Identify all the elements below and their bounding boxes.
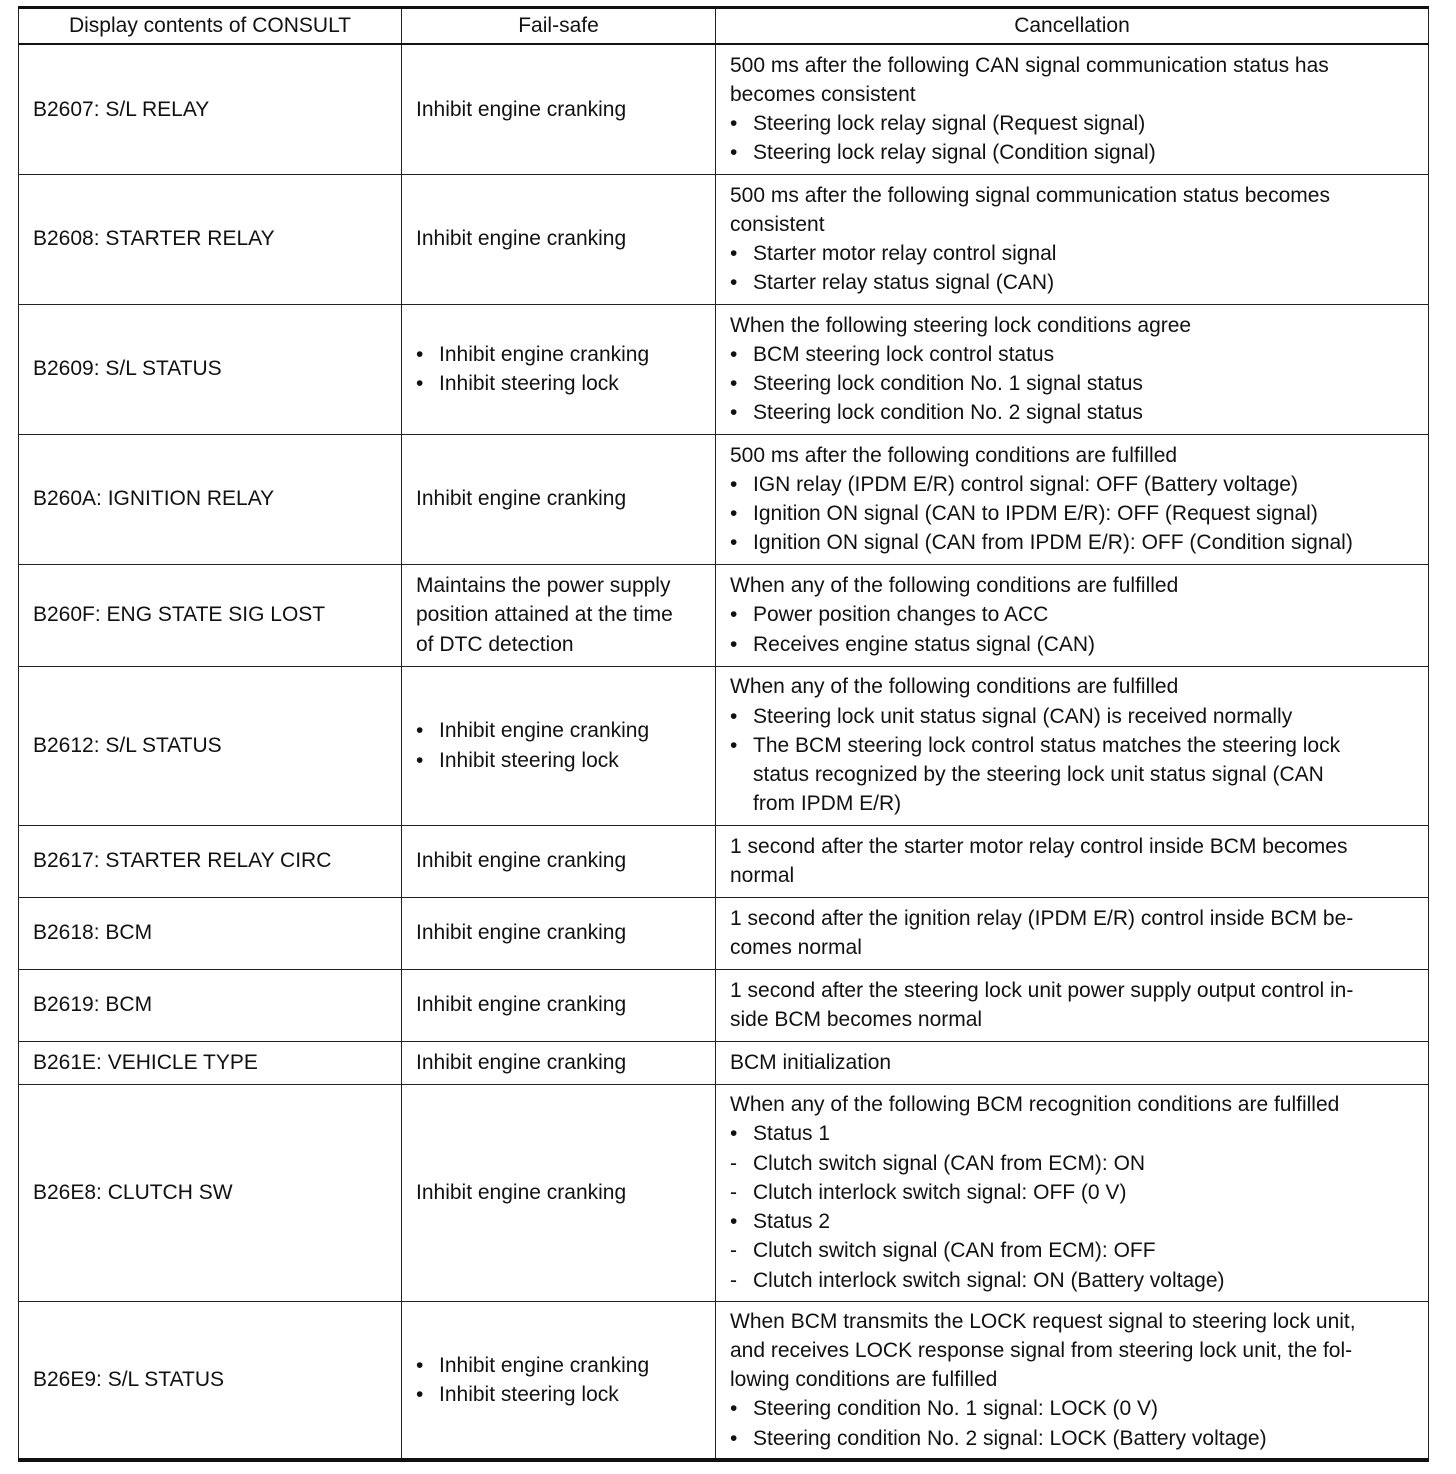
fail-safe-table [18, 6, 1429, 1462]
text-line: normal [730, 864, 795, 887]
item-text: Inhibit engine cranking [439, 342, 650, 366]
bullet-marker: • [730, 502, 738, 525]
bullet-item [730, 630, 1414, 659]
dash-marker: - [730, 1180, 737, 1204]
text-line: Inhibit engine cranking [416, 1180, 627, 1204]
item-text: Inhibit steering lock [439, 1382, 619, 1406]
dash-marker: - [730, 1151, 737, 1175]
text-line: Inhibit engine cranking [416, 993, 627, 1017]
item-text: The BCM steering lock control status matches the steering lock [753, 733, 1341, 757]
text-line: comes normal [730, 936, 862, 959]
item-text: Steering lock condition No. 2 signal status [753, 401, 1143, 425]
text-line: 1 second after the steering lock unit power supply output control in- [730, 978, 1354, 1002]
header-fail-safe: Fail-safe [402, 8, 716, 45]
bullet-item [730, 1119, 1414, 1148]
bullet-marker: • [416, 748, 424, 772]
text-line: Inhibit engine cranking [416, 1050, 627, 1074]
bullet-item [416, 340, 701, 369]
item-text: Ignition ON signal (CAN to IPDM E/R): OFF (Request signal) [753, 502, 1318, 525]
table-row [19, 1301, 1429, 1460]
fail-safe-cell [402, 897, 716, 969]
bullet-item [416, 746, 701, 775]
dtc-code-cell: B2619: BCM [19, 969, 402, 1041]
table-row [19, 1041, 1429, 1084]
cancellation-cell [716, 825, 1429, 897]
bullet-marker: • [730, 632, 738, 656]
item-text: Starter relay status signal (CAN) [753, 271, 1055, 295]
bullet-item [730, 470, 1414, 499]
cancellation-cell [716, 174, 1429, 304]
item-text: Inhibit engine cranking [439, 719, 650, 743]
cancellation-cell [716, 564, 1429, 666]
table-row [19, 44, 1429, 174]
text-line: Inhibit engine cranking [416, 227, 627, 251]
bullet-item [416, 1380, 701, 1409]
bullet-item [730, 528, 1414, 557]
bullet-item [730, 138, 1414, 167]
table-row [19, 434, 1429, 564]
dtc-code-cell: B261E: VEHICLE TYPE [19, 1041, 402, 1084]
item-text: Steering condition No. 1 signal: LOCK (0 V) [753, 1397, 1159, 1421]
fail-safe-cell [402, 825, 716, 897]
dash-marker: - [730, 1239, 737, 1263]
dtc-code-cell: B26E8: CLUTCH SW [19, 1084, 402, 1301]
cancellation-cell [716, 1301, 1429, 1460]
text-line: When the following steering lock conditions agree [730, 313, 1192, 337]
bullet-marker: • [416, 1382, 424, 1406]
dtc-code-cell: B2609: S/L STATUS [19, 304, 402, 434]
item-text: Clutch interlock switch signal: OFF (0 V) [753, 1180, 1127, 1204]
table-row [19, 1084, 1429, 1301]
table-body [19, 44, 1429, 1460]
bullet-marker: • [416, 719, 424, 743]
dtc-code-cell: B2608: STARTER RELAY [19, 174, 402, 304]
item-text: IGN relay (IPDM E/R) control signal: OFF (Battery voltage) [753, 472, 1298, 496]
dtc-code-cell: B26E9: S/L STATUS [19, 1301, 402, 1460]
text-line: Inhibit engine cranking [416, 849, 627, 873]
bullet-item [730, 1424, 1414, 1453]
bullet-marker: • [730, 472, 738, 496]
cancellation-cell [716, 1084, 1429, 1301]
dtc-code-cell: B2618: BCM [19, 897, 402, 969]
bullet-marker: • [730, 372, 738, 395]
bullet-item [730, 731, 1414, 760]
dash-item [730, 1266, 1414, 1295]
bullet-item [416, 716, 701, 745]
bullet-continuation [730, 789, 1414, 818]
bullet-marker: • [730, 733, 738, 757]
text-line: When BCM transmits the LOCK request signal to steering lock unit, [730, 1309, 1356, 1333]
bullet-continuation [730, 760, 1414, 789]
cancellation-cell [716, 969, 1429, 1041]
text-line: 1 second after the starter motor relay control inside BCM becomes [730, 834, 1348, 858]
dtc-code-cell: B2607: S/L RELAY [19, 44, 402, 174]
cancellation-cell [716, 44, 1429, 174]
text-line: becomes consistent [730, 83, 916, 107]
fail-safe-cell [402, 1084, 716, 1301]
item-text: status recognized by the steering lock unit status signal (CAN [753, 763, 1324, 787]
bullet-marker: • [730, 271, 738, 295]
item-text: Inhibit steering lock [439, 748, 619, 772]
item-text: Steering lock unit status signal (CAN) is received normally [753, 704, 1293, 728]
item-text: Status 1 [753, 1122, 831, 1146]
bullet-marker: • [416, 342, 424, 366]
bullet-marker: • [730, 112, 738, 136]
cancellation-cell [716, 666, 1429, 825]
item-text: Status 2 [753, 1210, 831, 1234]
text-line: Inhibit engine cranking [416, 97, 627, 121]
bullet-marker: • [416, 1353, 424, 1377]
fail-safe-cell [402, 44, 716, 174]
bullet-marker: • [730, 1122, 738, 1146]
item-text: Inhibit engine cranking [439, 1353, 650, 1377]
bullet-marker: • [730, 704, 738, 728]
fail-safe-cell [402, 1041, 716, 1084]
dash-marker: - [730, 1268, 737, 1292]
bullet-marker: • [730, 603, 738, 627]
dash-item [730, 1236, 1414, 1265]
item-text: Ignition ON signal (CAN from IPDM E/R): OFF (Condition signal) [753, 531, 1353, 555]
bullet-marker: • [730, 141, 738, 165]
header-cancellation: Cancellation [716, 8, 1429, 45]
text-line: side BCM becomes normal [730, 1008, 983, 1031]
dtc-code-cell: B260F: ENG STATE SIG LOST [19, 564, 402, 666]
bullet-item [730, 268, 1414, 297]
item-text: Steering lock relay signal (Condition signal) [753, 141, 1156, 165]
bullet-marker: • [730, 1397, 738, 1421]
bullet-item [730, 239, 1414, 268]
item-text: Starter motor relay control signal [753, 242, 1057, 265]
bullet-item [730, 600, 1414, 629]
table-row [19, 897, 1429, 969]
text-line: of DTC detection [416, 632, 574, 656]
bullet-item [730, 499, 1414, 528]
text-line: 1 second after the ignition relay (IPDM E/R) control inside BCM be- [730, 906, 1354, 930]
item-text: Steering lock relay signal (Request signal) [753, 112, 1146, 136]
text-line: lowing conditions are fulfilled [730, 1368, 998, 1392]
bullet-item [730, 398, 1414, 427]
header-row [19, 8, 1429, 45]
item-text: BCM steering lock control status [753, 342, 1055, 366]
item-text: Steering condition No. 2 signal: LOCK (Battery voltage) [753, 1426, 1267, 1450]
bullet-marker: • [730, 342, 738, 366]
text-line: BCM initialization [730, 1050, 892, 1074]
table-row [19, 174, 1429, 304]
bullet-item [730, 340, 1414, 369]
cancellation-cell [716, 897, 1429, 969]
item-text: Inhibit steering lock [439, 372, 619, 395]
dash-item [730, 1149, 1414, 1178]
bullet-marker: • [416, 372, 424, 395]
table-row [19, 969, 1429, 1041]
bullet-item [416, 1351, 701, 1380]
bullet-item [416, 369, 701, 398]
text-line: Inhibit engine cranking [416, 487, 627, 511]
item-text: from IPDM E/R) [753, 792, 902, 816]
fail-safe-cell [402, 1301, 716, 1460]
bullet-marker: • [730, 401, 738, 425]
item-text: Clutch switch signal (CAN from ECM): ON [753, 1151, 1146, 1175]
text-line: and receives LOCK response signal from steering lock unit, the fol- [730, 1338, 1353, 1362]
fail-safe-cell [402, 969, 716, 1041]
dtc-code-cell: B260A: IGNITION RELAY [19, 434, 402, 564]
cancellation-cell [716, 304, 1429, 434]
dash-item [730, 1178, 1414, 1207]
text-line: 500 ms after the following signal communication status becomes [730, 183, 1330, 207]
text-line: 500 ms after the following CAN signal communication status has [730, 53, 1329, 77]
bullet-item [730, 109, 1414, 138]
text-line: Inhibit engine cranking [416, 921, 627, 945]
text-line: When any of the following conditions are fulfilled [730, 675, 1179, 699]
table-row [19, 666, 1429, 825]
fail-safe-cell [402, 564, 716, 666]
item-text: Power position changes to ACC [753, 603, 1049, 627]
text-line: When any of the following BCM recognition conditions are fulfilled [730, 1093, 1340, 1117]
fail-safe-cell [402, 174, 716, 304]
text-line: When any of the following conditions are fulfilled [730, 574, 1179, 598]
fail-safe-cell [402, 434, 716, 564]
fail-safe-cell [402, 666, 716, 825]
item-text: Clutch switch signal (CAN from ECM): OFF [753, 1239, 1156, 1263]
dtc-code-cell: B2612: S/L STATUS [19, 666, 402, 825]
bullet-item [730, 1207, 1414, 1236]
text-line: consistent [730, 212, 825, 236]
text-line: Maintains the power supply [416, 574, 671, 598]
fail-safe-cell [402, 304, 716, 434]
cancellation-cell [716, 1041, 1429, 1084]
text-line: position attained at the time [416, 603, 673, 627]
item-text: Steering lock condition No. 1 signal status [753, 372, 1143, 395]
text-line: 500 ms after the following conditions are fulfilled [730, 443, 1178, 467]
table-row [19, 825, 1429, 897]
bullet-item [730, 702, 1414, 731]
cancellation-cell [716, 434, 1429, 564]
bullet-item [730, 1394, 1414, 1423]
table-row [19, 304, 1429, 434]
item-text: Clutch interlock switch signal: ON (Battery voltage) [753, 1268, 1225, 1292]
bullet-marker: • [730, 531, 738, 555]
bullet-item [730, 369, 1414, 398]
bullet-marker: • [730, 1426, 738, 1450]
bullet-marker: • [730, 1210, 738, 1234]
table-row [19, 564, 1429, 666]
header-display-contents: Display contents of CONSULT [19, 8, 402, 45]
dtc-code-cell: B2617: STARTER RELAY CIRC [19, 825, 402, 897]
item-text: Receives engine status signal (CAN) [753, 632, 1095, 656]
bullet-marker: • [730, 242, 738, 265]
